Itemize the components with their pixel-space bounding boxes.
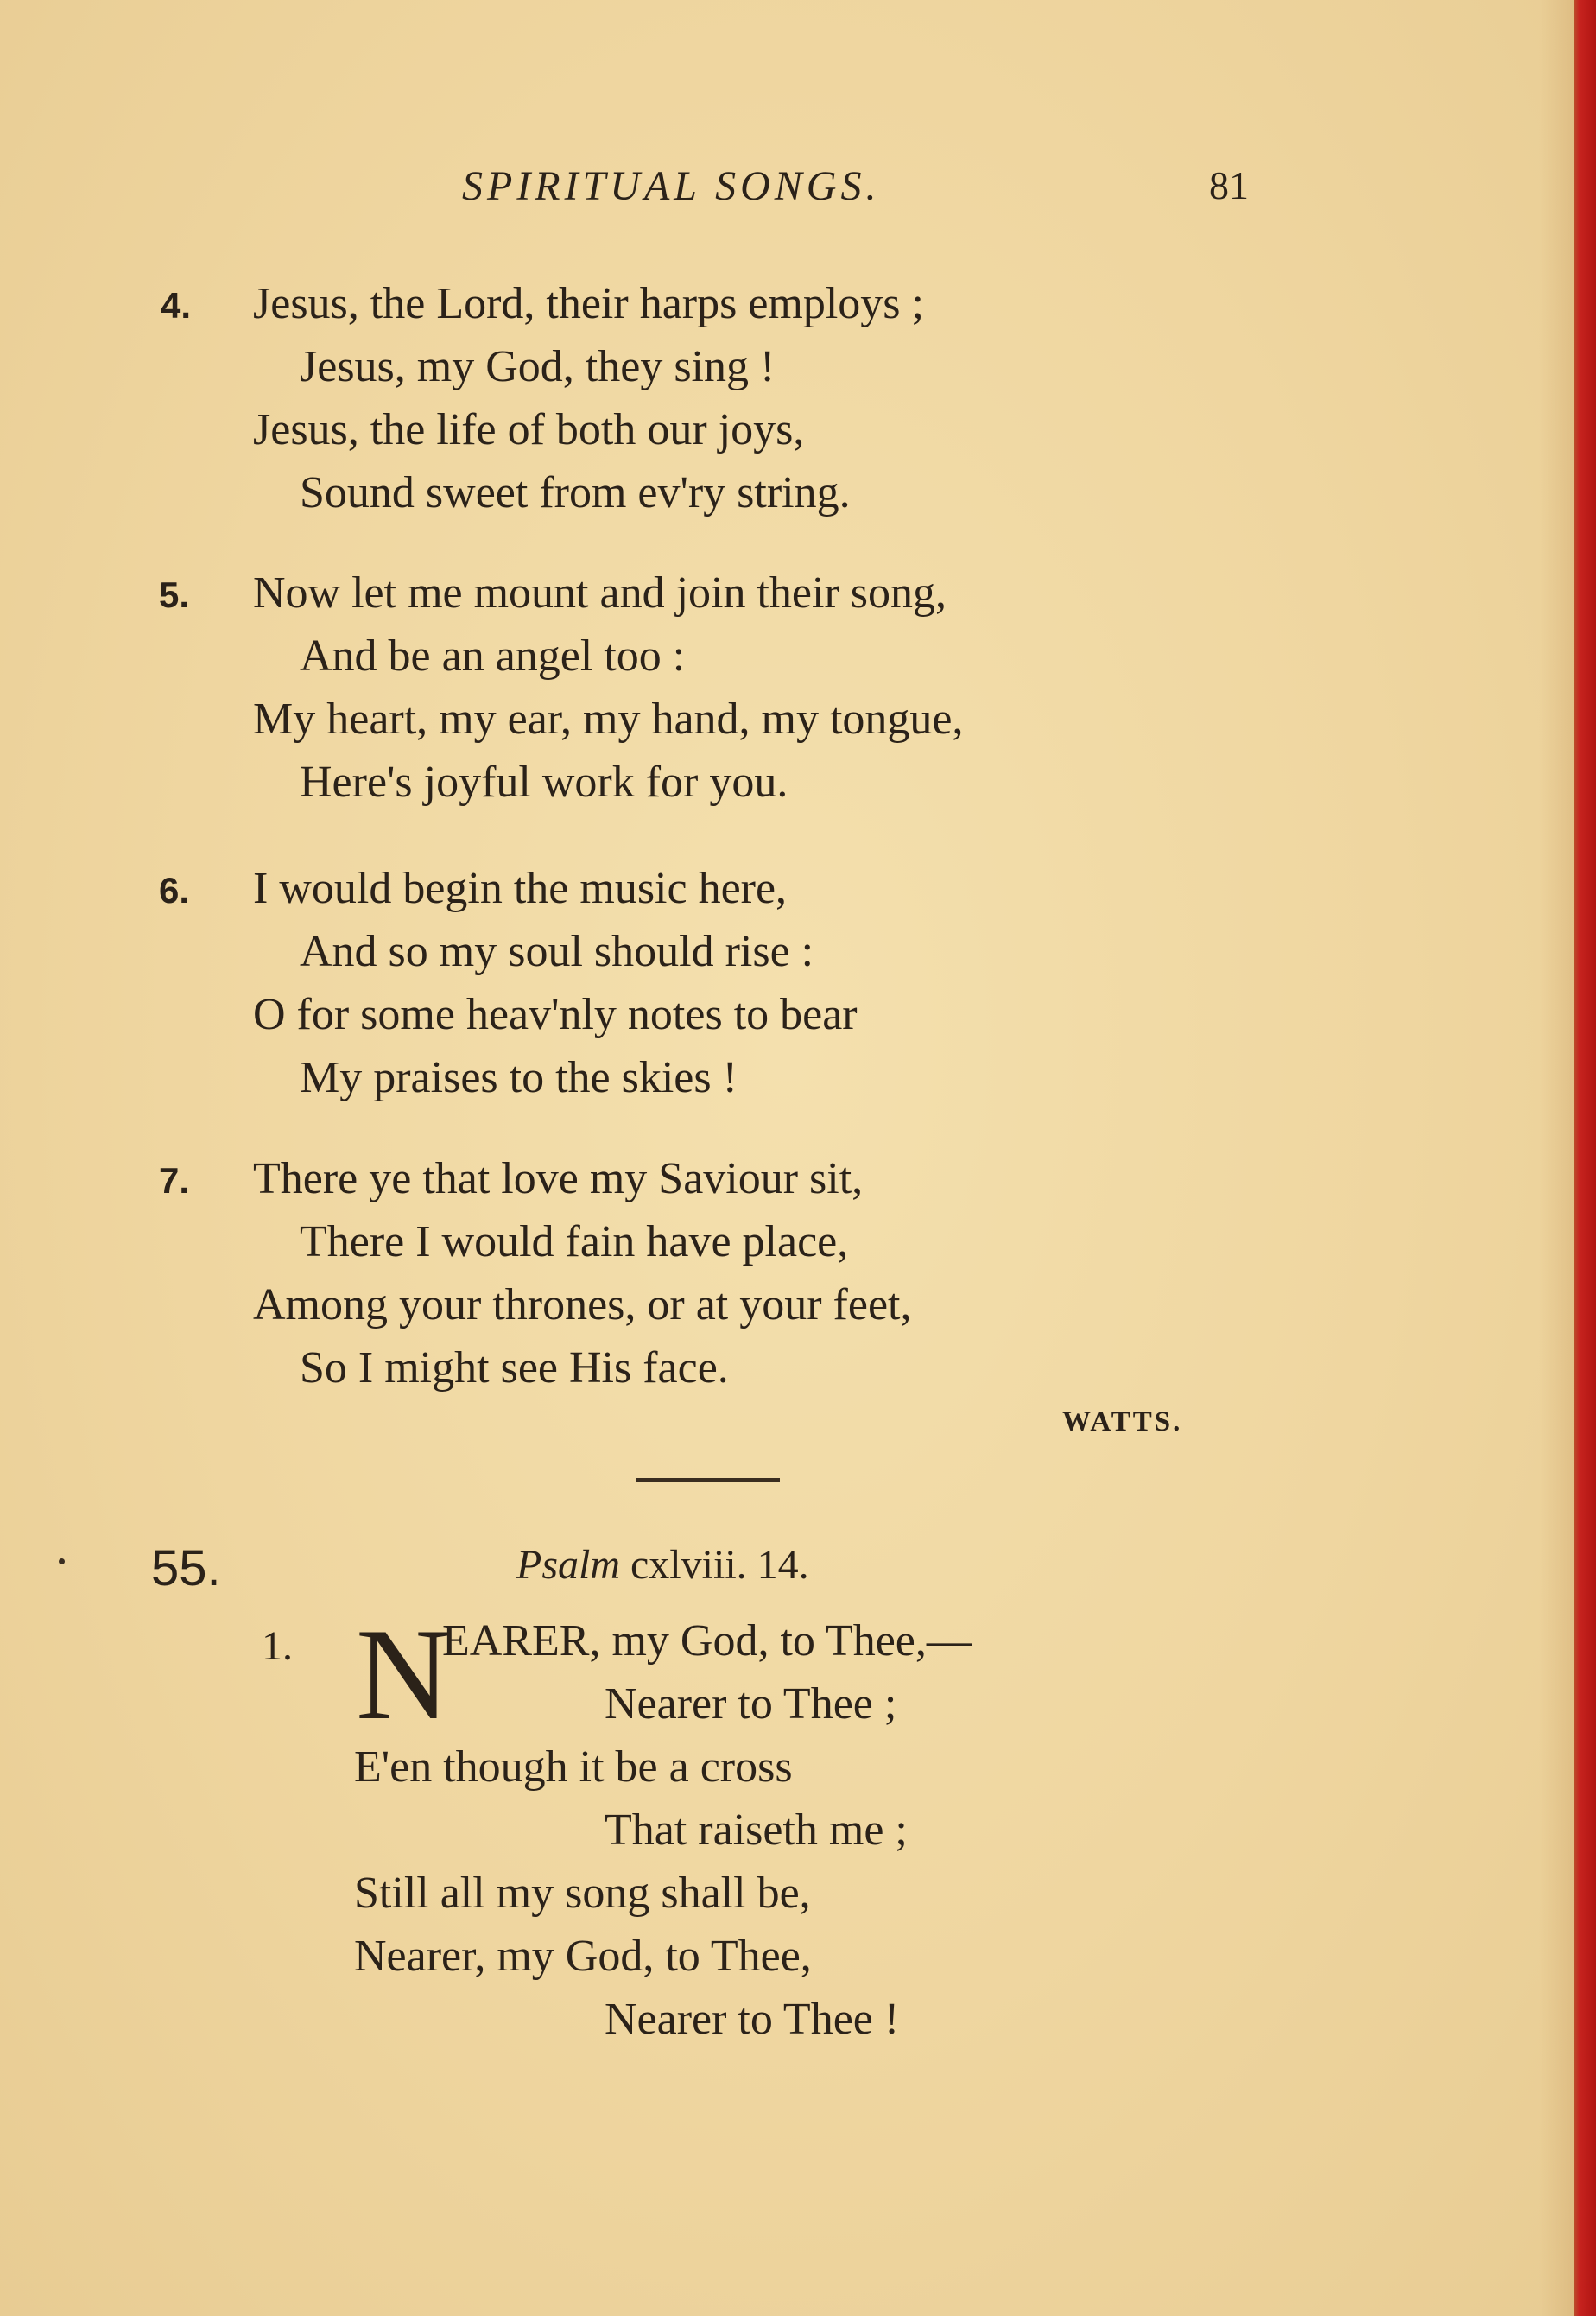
verse-line: Among your thrones, or at your feet, bbox=[253, 1280, 912, 1329]
reference-chapter-verse: cxlviii. 14. bbox=[620, 1542, 809, 1588]
verse-line: My praises to the skies ! bbox=[300, 1053, 738, 1102]
verse-line: Sound sweet from ev'ry string. bbox=[300, 468, 851, 517]
verse-line: There ye that love my Saviour sit, bbox=[253, 1154, 864, 1203]
hymn-line: E'en though it be a cross bbox=[354, 1742, 793, 1792]
verse-line: Now let me mount and join their song, bbox=[253, 568, 947, 618]
hymn-line: Nearer to Thee ! bbox=[605, 1995, 900, 2044]
verse-line: And be an angel too : bbox=[300, 631, 686, 681]
verse-line: Jesus, the Lord, their harps employs ; bbox=[253, 279, 924, 328]
verse-number: 4. bbox=[161, 285, 192, 326]
hymn-author: WATTS. bbox=[1062, 1406, 1183, 1437]
hymn-line: EARER, my God, to Thee,— bbox=[442, 1616, 972, 1666]
verse-number: 5. bbox=[159, 574, 190, 615]
page-edge-shadow bbox=[1539, 0, 1574, 2316]
hymn-number: 55. bbox=[151, 1540, 221, 1596]
verse-line: So I might see His face. bbox=[300, 1343, 729, 1393]
hymn-line: Nearer to Thee ; bbox=[605, 1679, 897, 1729]
verse-line: And so my soul should rise : bbox=[300, 927, 814, 976]
red-page-edge bbox=[1574, 0, 1596, 2316]
hymn-line: Still all my song shall be, bbox=[354, 1869, 811, 1918]
page-speck bbox=[59, 1558, 65, 1564]
hymn-line: That raiseth me ; bbox=[605, 1805, 908, 1855]
reference-book: Psalm bbox=[516, 1542, 620, 1588]
verse-number: 6. bbox=[159, 870, 190, 911]
verse-line: There I would fain have place, bbox=[300, 1217, 849, 1266]
drop-cap: N bbox=[356, 1602, 451, 1747]
section-divider bbox=[636, 1478, 780, 1482]
verse-line: O for some heav'nly notes to bear bbox=[253, 990, 858, 1039]
verse-line: Here's joyful work for you. bbox=[300, 758, 788, 807]
hymn-line: Nearer, my God, to Thee, bbox=[354, 1932, 812, 1981]
scripture-reference bbox=[516, 1541, 809, 1589]
verse-line: My heart, my ear, my hand, my tongue, bbox=[253, 695, 964, 744]
verse-line: I would begin the music here, bbox=[253, 864, 788, 913]
verse-number: 7. bbox=[159, 1160, 190, 1201]
stanza-number: 1. bbox=[262, 1623, 293, 1669]
verse-line: Jesus, the life of both our joys, bbox=[253, 405, 805, 454]
running-title: SPIRITUAL SONGS. bbox=[462, 163, 881, 209]
page-number: 81 bbox=[1209, 163, 1249, 207]
verse-line: Jesus, my God, they sing ! bbox=[300, 342, 776, 391]
